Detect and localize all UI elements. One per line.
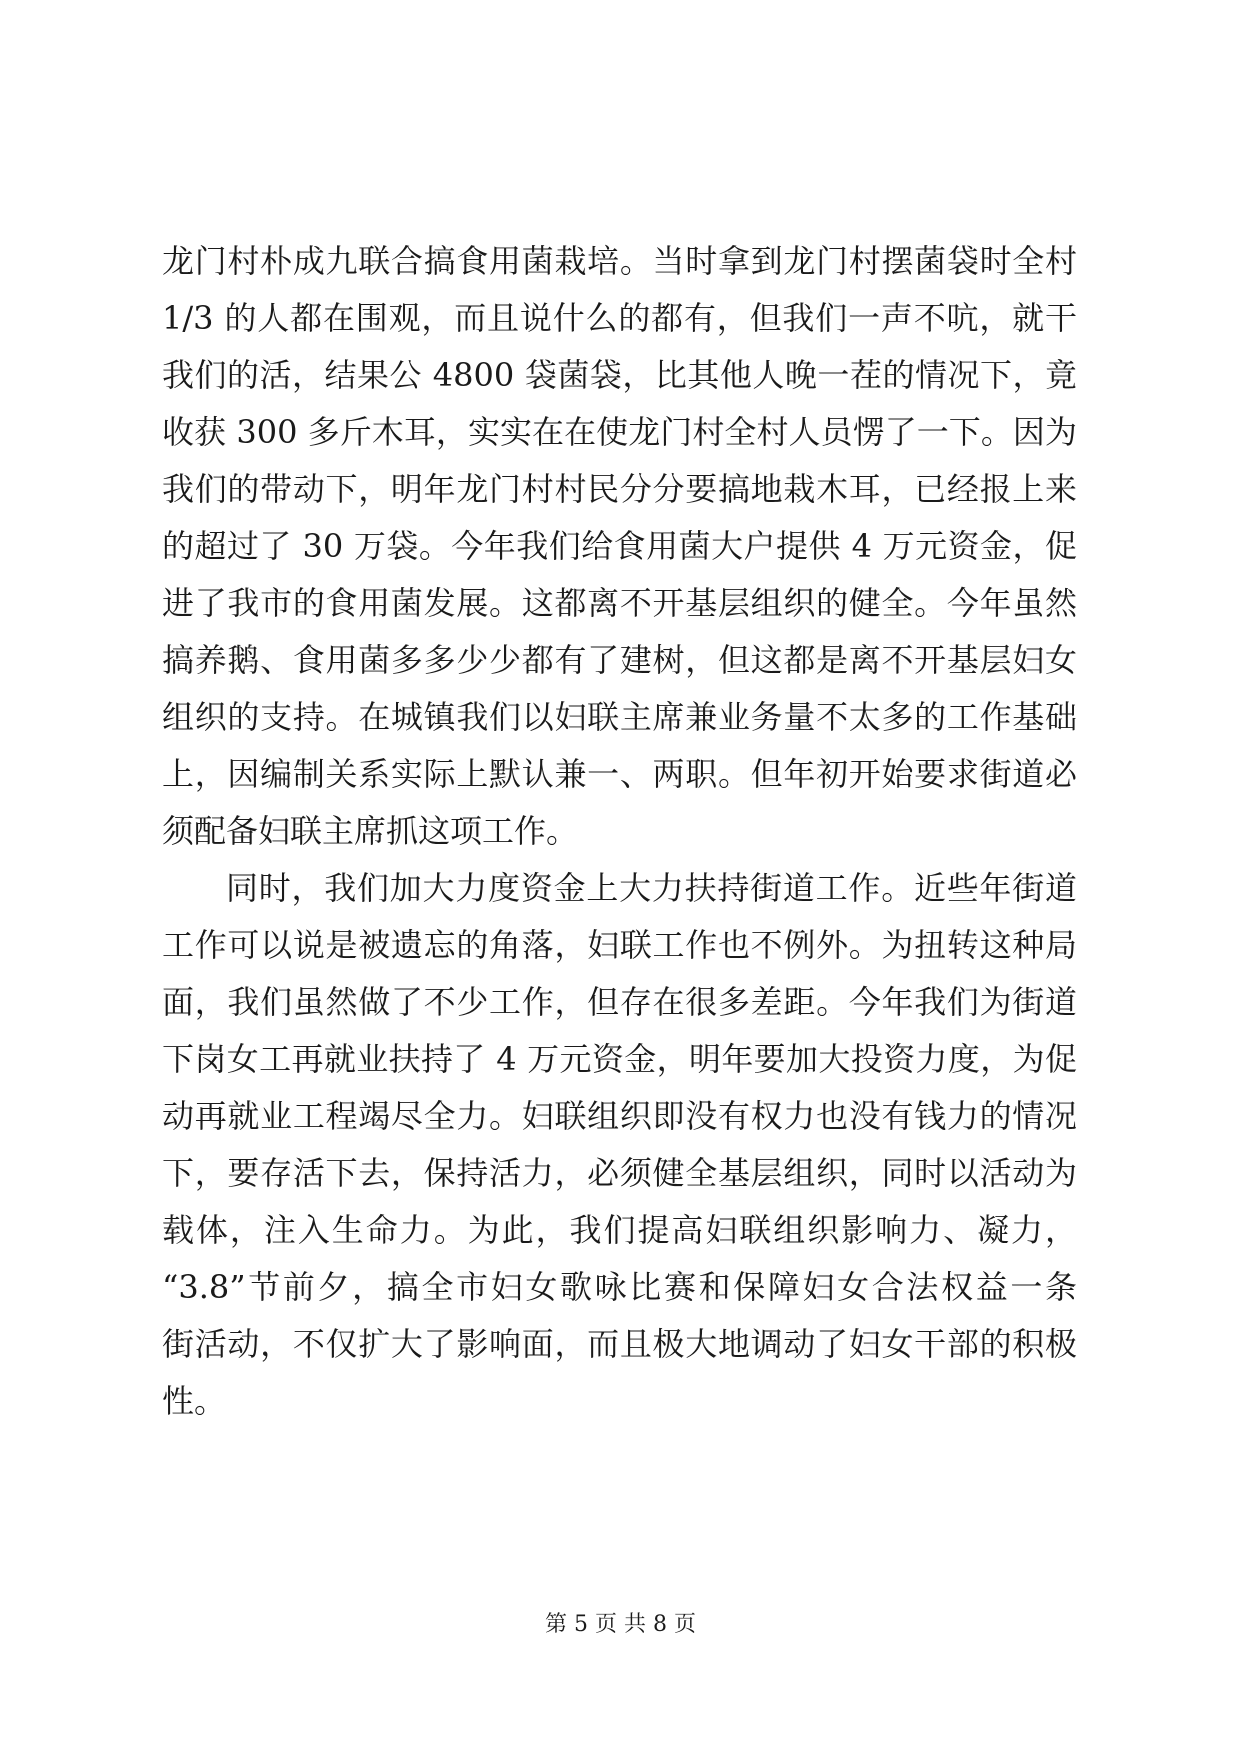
text-line: 进了我市的食用菌发展。这都离不开基层组织的健全。今年虽然 [162, 584, 1077, 622]
text-line: 下，要存活下去，保持活力，必须健全基层组织，同时以活动为 [162, 1154, 1077, 1192]
text-line: 的超过了 30 万袋。今年我们给食用菌大户提供 4 万元资金，促 [162, 527, 1077, 565]
text-line: “3.8”节前夕，搞全市妇女歌咏比赛和保障妇女合法权益一条 [162, 1268, 1077, 1306]
text-line: 我们的带动下，明年龙门村村民分分要搞地栽木耳，已经报上来 [162, 470, 1077, 508]
text-line: 收获 300 多斤木耳，实实在在使龙门村全村人员愣了一下。因为 [162, 413, 1077, 451]
text-line: 组织的支持。在城镇我们以妇联主席兼业务量不太多的工作基础 [162, 698, 1077, 736]
text-line: 面，我们虽然做了不少工作，但存在很多差距。今年我们为街道 [162, 983, 1077, 1021]
text-line: 下岗女工再就业扶持了 4 万元资金，明年要加大投资力度，为促 [162, 1040, 1077, 1078]
page-footer [0, 1610, 1241, 1640]
text-line: 性。 [162, 1382, 227, 1420]
text-line: 动再就业工程竭尽全力。妇联组织即没有权力也没有钱力的情况 [162, 1097, 1077, 1135]
text-line: 载体，注入生命力。为此，我们提高妇联组织影响力、凝力， [162, 1211, 1077, 1249]
text-line: 1/3 的人都在围观，而且说什么的都有，但我们一声不吭，就干 [162, 299, 1077, 337]
text-line: 搞养鹅、食用菌多多少少都有了建树，但这都是离不开基层妇女 [162, 641, 1077, 679]
text-line: 上，因编制关系实际上默认兼一、两职。但年初开始要求街道必 [162, 755, 1077, 793]
body-text [162, 233, 1077, 1430]
text-line-first: 同时，我们加大力度资金上大力扶持街道工作。近些年街道 [226, 869, 1077, 907]
text-line: 须配备妇联主席抓这项工作。 [162, 812, 579, 850]
text-line: 工作可以说是被遗忘的角落，妇联工作也不例外。为扭转这种局 [162, 926, 1077, 964]
page-number: 第 5 页 共 8 页 [545, 1612, 696, 1637]
text-line: 街活动，不仅扩大了影响面，而且极大地调动了妇女干部的积极 [162, 1325, 1077, 1363]
text-line: 龙门村朴成九联合搞食用菌栽培。当时拿到龙门村摆菌袋时全村 [162, 242, 1077, 280]
text-line: 我们的活，结果公 4800 袋菌袋，比其他人晚一茬的情况下，竟 [162, 356, 1077, 394]
